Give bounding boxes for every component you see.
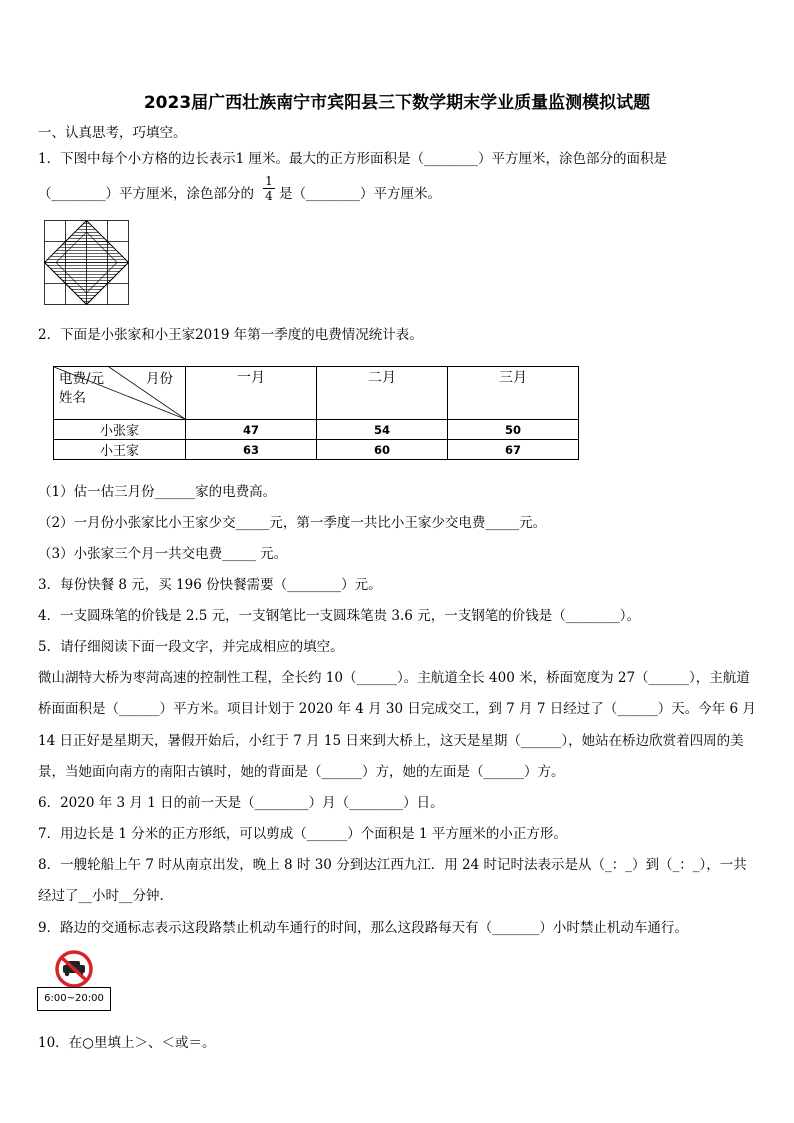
question-1-line-1: 1．下图中每个小方格的边长表示1 厘米。最大的正方形面积是（________）平方厘米，涂色部分的面积是 [38,151,667,167]
fraction-denominator: 4 [263,188,275,203]
question-1-line-2b: 是（________）平方厘米。 [279,186,441,202]
question-5-para-4: 景，当她面向南方的南阳古镇时，她的背面是（______）方，她的左面是（______）方。 [38,764,565,780]
table-cell: 54 [317,420,448,440]
month-header: 一月 [186,367,317,420]
question-1-line-2a: （________）平方厘米，涂色部分的 [38,186,254,202]
fraction-one-quarter [263,174,275,203]
table-cell: 50 [448,420,579,440]
question-8-line-2: 经过了__小时__分钟. [38,888,164,904]
question-7: 7．用边长是 1 分米的正方形纸，可以剪成（______）个面积是 1 平方厘米的小正方形。 [38,826,567,842]
question-5-para-1: 微山湖特大桥为枣菏高速的控制性工程，全长约 10（______）。主航道全长 400 米，桥面宽度为 27（______），主航道 [38,670,750,686]
corner-label-fee: 电费/元 [59,371,105,387]
question-6: 6．2020 年 3 月 1 日的前一天是（________）月（________）日。 [38,795,444,811]
row-name: 小王家 [54,440,186,460]
grid-figure [44,220,130,306]
question-5-para-2: 桥面面积是（______）平方米。项目计划于 2020 年 4 月 30 日完成交工，到 7 月 7 日经过了（______）天。今年 6 月 [38,701,756,717]
table-row [54,420,579,440]
table-cell: 60 [317,440,448,460]
no-motor-vehicle-sign-icon [52,950,96,988]
page-title: 2023届广西壮族南宁市宾阳县三下数学期末学业质量监测模拟试题 [143,93,651,113]
question-2-intro: 2．下面是小张家和小王家2019 年第一季度的电费情况统计表。 [38,327,423,343]
table-row [54,440,579,460]
question-10: 10．在○里填上＞、＜或＝。 [38,1035,216,1051]
question-2-sub-1: （1）估一估三月份______家的电费高。 [38,484,277,500]
table-corner-cell [54,367,186,420]
month-header: 三月 [448,367,579,420]
table-cell: 47 [186,420,317,440]
month-header: 二月 [317,367,448,420]
electricity-table [53,366,579,460]
sign-time-label: 6:00~20:00 [37,987,111,1011]
question-4: 4．一支圆珠笔的价钱是 2.5 元，一支钢笔比一支圆珠笔贵 3.6 元，一支钢笔的价钱是（________）。 [38,608,640,624]
question-2-sub-3: （3）小张家三个月一共交电费_____ 元。 [38,546,288,562]
question-5-intro: 5．请仔细阅读下面一段文字，并完成相应的填空。 [38,639,344,655]
corner-label-month: 月份 [146,371,173,387]
table-cell: 67 [448,440,579,460]
question-9: 9．路边的交通标志表示这段路禁止机动车通行的时间，那么这段路每天有（_______）小时禁止机动车通行。 [38,920,688,936]
question-5-para-3: 14 日正好是星期天，暑假开始后，小红于 7 月 15 日来到大桥上，这天是星期（______），她站在桥边欣赏着四周的美 [38,733,744,749]
shaded-rotated-square [45,221,129,305]
question-3: 3．每份快餐 8 元，买 196 份快餐需要（________）元。 [38,577,382,593]
table-header-row [54,367,579,420]
fraction-numerator: 1 [265,174,273,188]
section-heading: 一、认真思考，巧填空。 [38,125,187,141]
question-2-sub-2: （2）一月份小张家比小王家少交_____元，第一季度一共比小王家少交电费_____元。 [38,515,547,531]
table-cell: 63 [186,440,317,460]
row-name: 小张家 [54,420,186,440]
corner-label-name: 姓名 [59,390,86,406]
question-8-line-1: 8．一艘轮船上午 7 时从南京出发，晚上 8 时 30 分到达江西九江．用 24 时记时法表示是从（_：_）到（_：_），一共 [38,857,747,873]
